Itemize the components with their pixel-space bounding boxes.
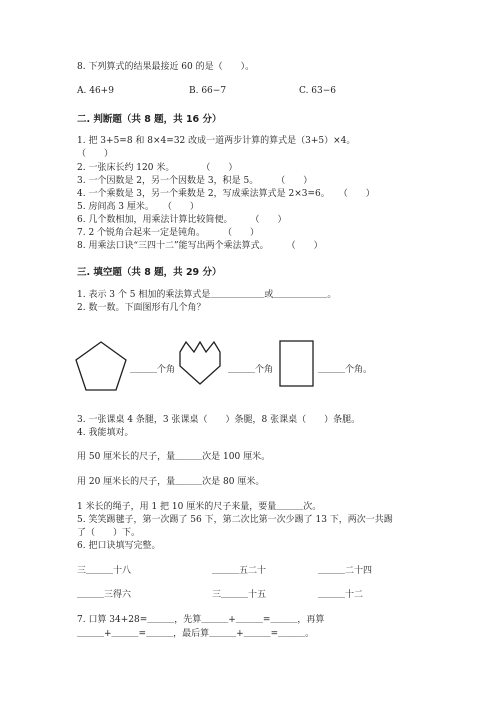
judge-item-6: 6. 几个数相加，用乘法计算比较简便。 （ ）	[77, 215, 287, 225]
rhyme-1: 三＿＿＿十八	[77, 566, 132, 576]
q8-option-b: B. 66−7	[189, 86, 227, 96]
fill-item-3: 3. 一张课桌 4 条腿，3 张课桌（ ）条腿，8 张课桌（ ）条腿。	[77, 415, 361, 425]
judge-item-7: 7. 2 个锐角合起来一定是钝角。 （ ）	[77, 228, 260, 238]
fill-item-4-line-1: 用 50 厘米长的尺子，量＿＿＿次是 100 厘米。	[77, 452, 271, 462]
judge-item-8: 8. 用乘法口诀“三四十二”能写出两个乘法算式。 （ ）	[77, 241, 323, 251]
judge-item-2: 2. 一张床长约 120 米。 （ ）	[77, 163, 238, 173]
notched-shape	[178, 340, 222, 386]
notched-angle-label: ＿＿＿个角	[228, 365, 274, 375]
fill-item-2: 2. 数一数。下面图形有几个角？	[77, 303, 206, 313]
q8-option-a: A. 46+9	[77, 86, 114, 96]
rhyme-5: 三＿＿＿十五	[212, 590, 267, 600]
fill-item-5-line-1: 5. 笑笑踢毽子，第一次踢了 56 下，第二次比第一次少踢了 13 下，两次一共踢	[77, 515, 393, 525]
fill-item-5-line-2: 了（ ）下。	[77, 528, 141, 538]
judge-item-1: 1. 把 3+5=8 和 8×4=32 改成一道两步计算的算式是（3+5）×4。	[77, 136, 356, 146]
fill-item-7-line-2: ＿＿＿+＿＿＿=＿＿＿，最后算＿＿＿+＿＿＿=＿＿＿。	[77, 629, 315, 639]
fill-item-7-line-1: 7. 口算 34+28=＿＿＿，先算＿＿＿+＿＿＿=＿＿＿，再算	[77, 615, 325, 625]
rhyme-2: ＿＿＿五二十	[212, 566, 267, 576]
fill-item-4-line-3: 1 米长的绳子，用 1 把 10 厘米的尺子来量，要量＿＿＿次。	[77, 502, 322, 512]
rhyme-6: ＿＿＿十二	[318, 590, 364, 600]
fill-item-6: 6. 把口诀填写完整。	[77, 541, 161, 551]
rectangle-shape	[279, 340, 315, 388]
section3-title: 三. 填空题（共 8 题，共 29 分）	[77, 267, 222, 278]
rhyme-4: ＿＿＿三得六	[77, 590, 132, 600]
q8-option-c: C. 63−6	[299, 86, 337, 96]
q8-text: 8. 下列算式的结果最接近 60 的是（ ）。	[77, 62, 255, 72]
judge-item-3: 3. 一个因数是 2，另一个因数是 3，积是 5。 （ ）	[77, 176, 313, 186]
judge-item-5: 5. 房间高 3 厘米。 （ ）	[77, 202, 199, 212]
fill-item-4: 4. 我能填对。	[77, 428, 134, 438]
pentagon-shape	[74, 340, 128, 392]
rectangle-angle-label: ＿＿＿个角。	[318, 365, 373, 375]
judge-item-1-paren: （ ）	[77, 149, 114, 159]
fill-item-1: 1. 表示 3 个 5 相加的乘法算式是＿＿＿＿＿＿或＿＿＿＿＿＿。	[77, 290, 337, 300]
judge-item-4: 4. 一个乘数是 3，另一个乘数是 2，写成乘法算式是 2×3=6。 （ ）	[77, 189, 375, 199]
pentagon-angle-label: ＿＿＿个角	[130, 365, 176, 375]
section2-title: 二. 判断题（共 8 题，共 16 分）	[77, 114, 222, 125]
rhyme-3: ＿＿＿二十四	[318, 566, 373, 576]
fill-item-4-line-2: 用 20 厘米长的尺子，量＿＿＿次是 80 厘米。	[77, 477, 265, 487]
